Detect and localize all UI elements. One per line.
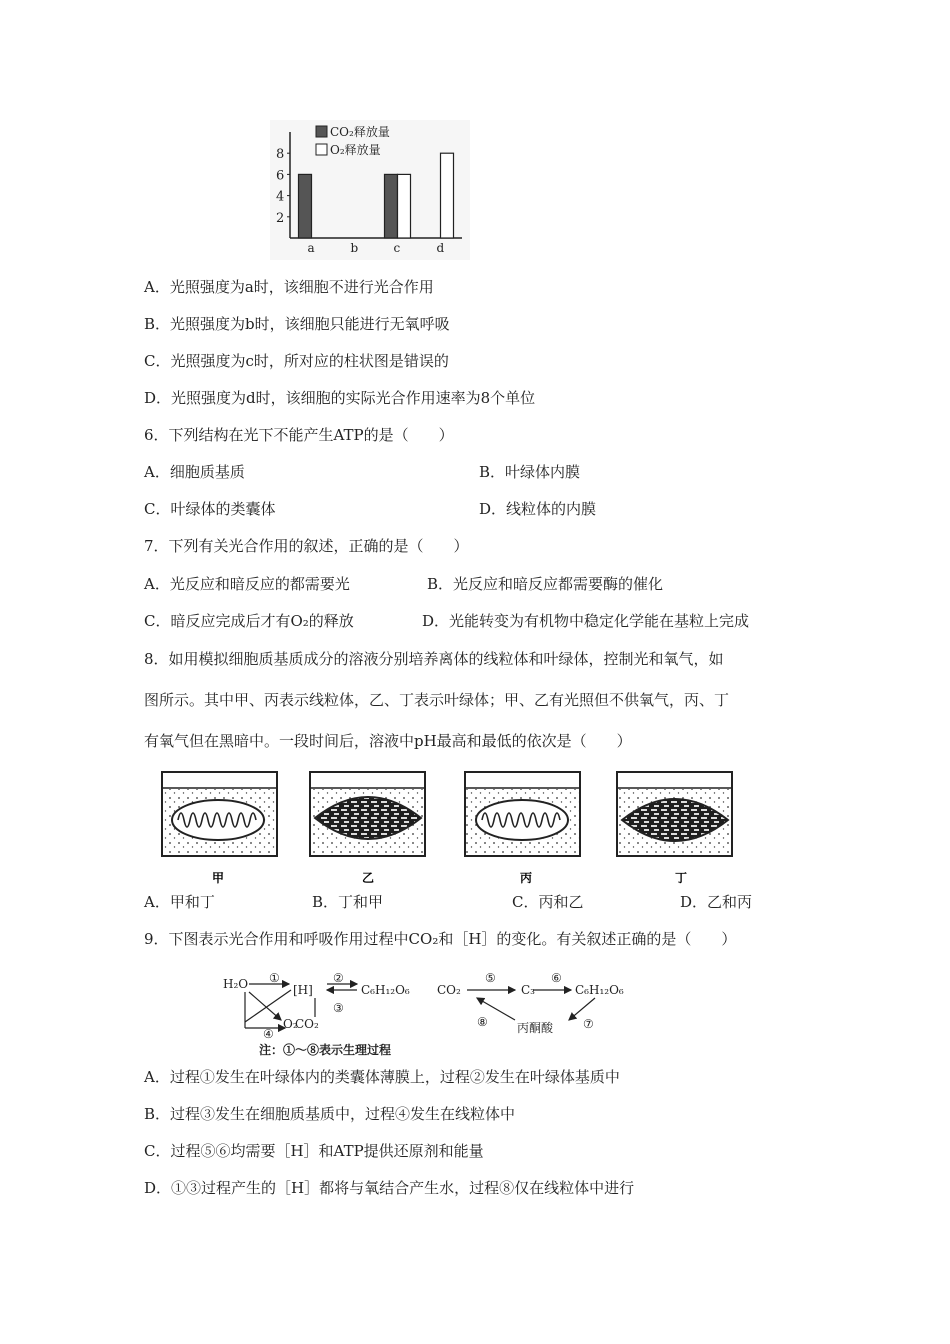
bar-a-series1 bbox=[299, 174, 312, 238]
x-tick-label: d bbox=[436, 241, 445, 255]
beaker-bing bbox=[465, 772, 580, 856]
q8-stem-line1: 8．如用模拟细胞质基质成分的溶液分别培养离体的线粒体和叶绿体，控制光和氧气，如 bbox=[144, 650, 724, 668]
node-h2o: H₂O bbox=[223, 977, 249, 991]
num-3: ③ bbox=[333, 1001, 344, 1015]
q8-option-d: D．乙和丙 bbox=[680, 893, 753, 911]
q9-option-c: C．过程⑤⑥均需要［H］和ATP提供还原剂和能量 bbox=[144, 1142, 484, 1160]
node-co2-right: CO₂ bbox=[437, 983, 461, 997]
legend-swatch bbox=[316, 144, 327, 155]
label-jia: 甲 bbox=[212, 871, 225, 885]
bar-c-series1 bbox=[385, 174, 398, 238]
q9-diagram bbox=[215, 962, 635, 1060]
y-tick-label: 6 bbox=[276, 168, 285, 184]
y-tick-label: 4 bbox=[276, 189, 285, 205]
q7-stem: 7．下列有关光合作用的叙述，正确的是（ ） bbox=[144, 537, 469, 555]
q7-option-a: A．光反应和暗反应的都需要光 bbox=[144, 575, 350, 593]
y-tick-label: 8 bbox=[276, 147, 285, 163]
q9-option-d: D．①③过程产生的［H］都将与氧结合产生水，过程⑧仅在线粒体中进行 bbox=[144, 1179, 635, 1197]
q7-option-b: B．光反应和暗反应都需要酶的催化 bbox=[427, 575, 664, 593]
node-h: [H] bbox=[293, 983, 313, 997]
q8-option-c: C．丙和乙 bbox=[512, 893, 584, 911]
q8-option-a: A．甲和丁 bbox=[144, 893, 215, 911]
bar-chart bbox=[270, 120, 470, 260]
x-tick-label: a bbox=[307, 241, 315, 255]
x-tick-label: c bbox=[393, 241, 401, 255]
q8-option-b: B．丁和甲 bbox=[312, 893, 384, 911]
label-yi: 乙 bbox=[362, 871, 375, 885]
node-pyruvate: 丙酮酸 bbox=[517, 1021, 554, 1035]
q7-option-d: D．光能转变为有机物中稳定化学能在基粒上完成 bbox=[422, 612, 750, 630]
bar-d-series2 bbox=[441, 153, 454, 238]
q5-option-a: A．光照强度为a时，该细胞不进行光合作用 bbox=[144, 278, 434, 296]
legend-swatch bbox=[316, 126, 327, 137]
q8-figure bbox=[150, 768, 750, 888]
bar-c-series2 bbox=[398, 174, 411, 238]
node-c6h12o6-left: C₆H₁₂O₆ bbox=[361, 983, 410, 997]
q5-option-c: C．光照强度为c时，所对应的柱状图是错误的 bbox=[144, 352, 449, 370]
q9-option-b: B．过程③发生在细胞质基质中，过程④发生在线粒体中 bbox=[144, 1105, 516, 1123]
q9-option-a: A．过程①发生在叶绿体内的类囊体薄膜上，过程②发生在叶绿体基质中 bbox=[144, 1068, 620, 1086]
q6-stem: 6．下列结构在光下不能产生ATP的是（ ） bbox=[144, 426, 454, 444]
beaker-ding bbox=[617, 772, 732, 856]
label-bing: 丙 bbox=[520, 871, 533, 885]
num-6: ⑥ bbox=[551, 971, 562, 985]
num-5: ⑤ bbox=[485, 971, 496, 985]
num-8: ⑧ bbox=[477, 1015, 488, 1029]
q6-option-d: D．线粒体的内膜 bbox=[479, 500, 597, 518]
x-tick-label: b bbox=[350, 241, 359, 255]
q5-option-d: D．光照强度为d时，该细胞的实际光合作用速率为8个单位 bbox=[144, 389, 536, 407]
q6-option-c: C．叶绿体的类囊体 bbox=[144, 500, 276, 518]
beaker-yi bbox=[310, 772, 425, 856]
num-1: ① bbox=[269, 971, 280, 985]
node-c3: C₃ bbox=[521, 983, 535, 997]
q8-stem-line2: 图所示。其中甲、丙表示线粒体，乙、丁表示叶绿体；甲、乙有光照但不供氧气，丙、丁 bbox=[144, 691, 730, 709]
num-7: ⑦ bbox=[583, 1017, 594, 1031]
q8-stem-line3: 有氧气但在黑暗中。一段时间后，溶液中pH最高和最低的依次是（ ） bbox=[144, 732, 632, 750]
node-o2: O₂ bbox=[283, 1017, 298, 1031]
node-c6h12o6-right: C₆H₁₂O₆ bbox=[575, 983, 624, 997]
num-2: ② bbox=[333, 971, 344, 985]
q7-option-c: C．暗反应完成后才有O₂的释放 bbox=[144, 612, 354, 630]
q9-stem: 9．下图表示光合作用和呼吸作用过程中CO₂和［H］的变化。有关叙述正确的是（ ） bbox=[144, 930, 737, 948]
q6-option-a: A．细胞质基质 bbox=[144, 463, 245, 481]
label-ding: 丁 bbox=[675, 871, 688, 885]
legend-label: O₂释放量 bbox=[330, 143, 381, 157]
q6-option-b: B．叶绿体内膜 bbox=[479, 463, 581, 481]
y-tick-label: 2 bbox=[276, 210, 285, 226]
legend-label: CO₂释放量 bbox=[330, 125, 390, 139]
num-4: ④ bbox=[263, 1027, 274, 1041]
diagram-note: 注：①～⑧表示生理过程 bbox=[259, 1043, 392, 1057]
node-co2-left: CO₂ bbox=[295, 1017, 319, 1031]
q5-option-b: B．光照强度为b时，该细胞只能进行无氧呼吸 bbox=[144, 315, 450, 333]
beaker-jia bbox=[162, 772, 277, 856]
